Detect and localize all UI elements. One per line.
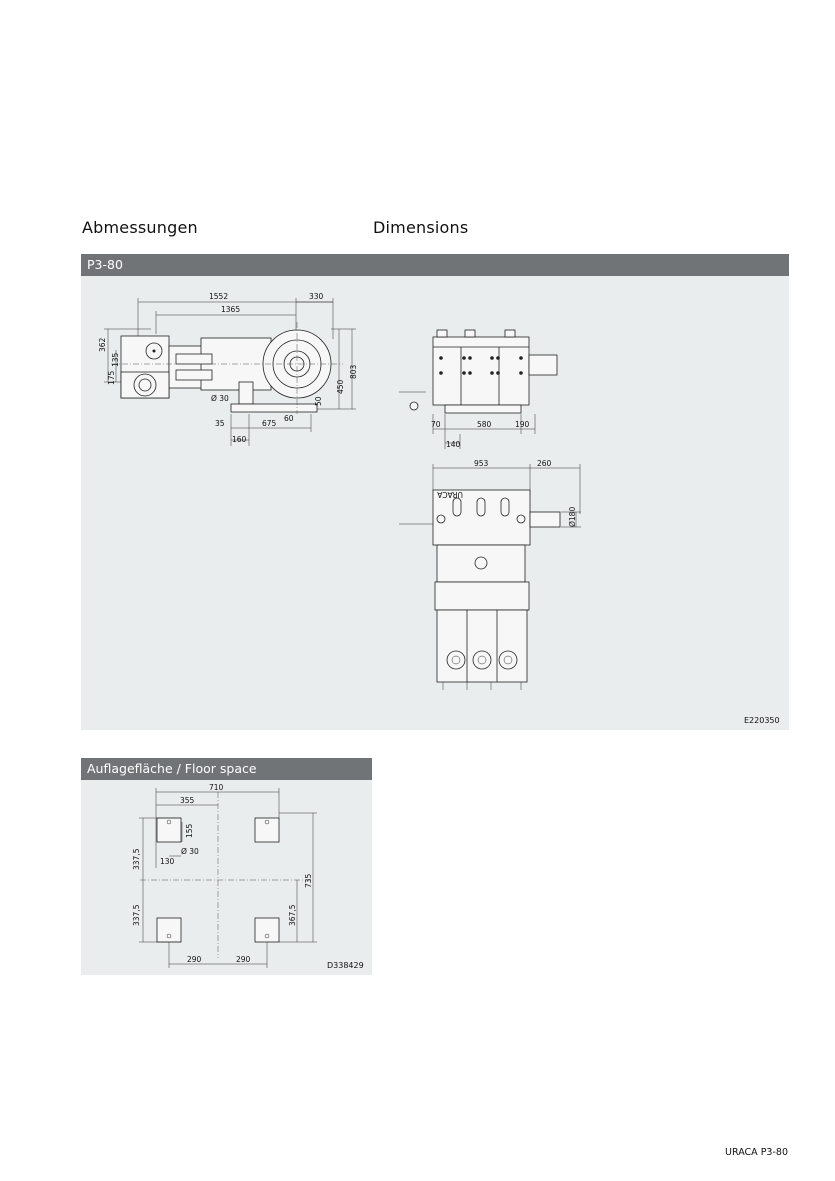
front-view — [399, 330, 557, 449]
heading-english: Dimensions — [373, 218, 469, 237]
heading-german: Abmessungen — [82, 218, 198, 237]
dimensions-panel — [81, 254, 789, 730]
plate-text: URACA — [437, 490, 463, 499]
dim-label: 330 — [309, 292, 324, 301]
dim-label: 803 — [349, 364, 358, 379]
dim-label: 1365 — [221, 305, 241, 314]
dim-label: Ø 30 — [181, 847, 199, 856]
dim-label: 953 — [474, 459, 489, 468]
dimensions-drawing — [81, 254, 789, 730]
floor-space-drawing-code: D338429 — [327, 961, 364, 970]
dim-label: 355 — [180, 796, 195, 805]
dimensions-panel-title: P3-80 — [81, 254, 789, 276]
floor-space-panel — [81, 758, 372, 975]
dim-label: 155 — [185, 823, 194, 838]
dim-label: 580 — [477, 420, 492, 429]
dim-label: 1552 — [209, 292, 229, 301]
dim-label: 675 — [262, 419, 277, 428]
dim-label: 160 — [232, 435, 247, 444]
front-view-labels — [431, 420, 530, 449]
dim-label: 337,5 — [132, 848, 141, 870]
dim-label: 290 — [187, 955, 202, 964]
dim-label: 175 — [107, 370, 116, 385]
dim-label: 735 — [304, 873, 313, 888]
dimensions-drawing-code: E220350 — [744, 716, 780, 725]
dim-label: Ø 30 — [211, 394, 229, 403]
dim-label: 50 — [314, 396, 323, 406]
dim-label: 710 — [209, 783, 224, 792]
dim-label: 60 — [284, 414, 294, 423]
floor-space-panel-title: Auflagefläche / Floor space — [81, 758, 372, 780]
dim-label: 135 — [111, 352, 120, 367]
dim-label: Ø180 — [568, 506, 577, 527]
dim-label: 290 — [236, 955, 251, 964]
dim-label: 367,5 — [288, 904, 297, 926]
side-view — [98, 292, 358, 446]
dim-label: 362 — [98, 337, 107, 352]
top-view — [399, 459, 581, 690]
dim-label: 35 — [215, 419, 225, 428]
dim-label: 130 — [160, 857, 175, 866]
dim-label: 337,5 — [132, 904, 141, 926]
page-footer: URACA P3-80 — [725, 1147, 788, 1158]
dim-label: 140 — [446, 440, 461, 449]
floor-space-drawing — [81, 758, 372, 975]
dim-label: 70 — [431, 420, 441, 429]
dim-label: 450 — [336, 379, 345, 394]
dim-label: 190 — [515, 420, 530, 429]
dim-label: 260 — [537, 459, 552, 468]
